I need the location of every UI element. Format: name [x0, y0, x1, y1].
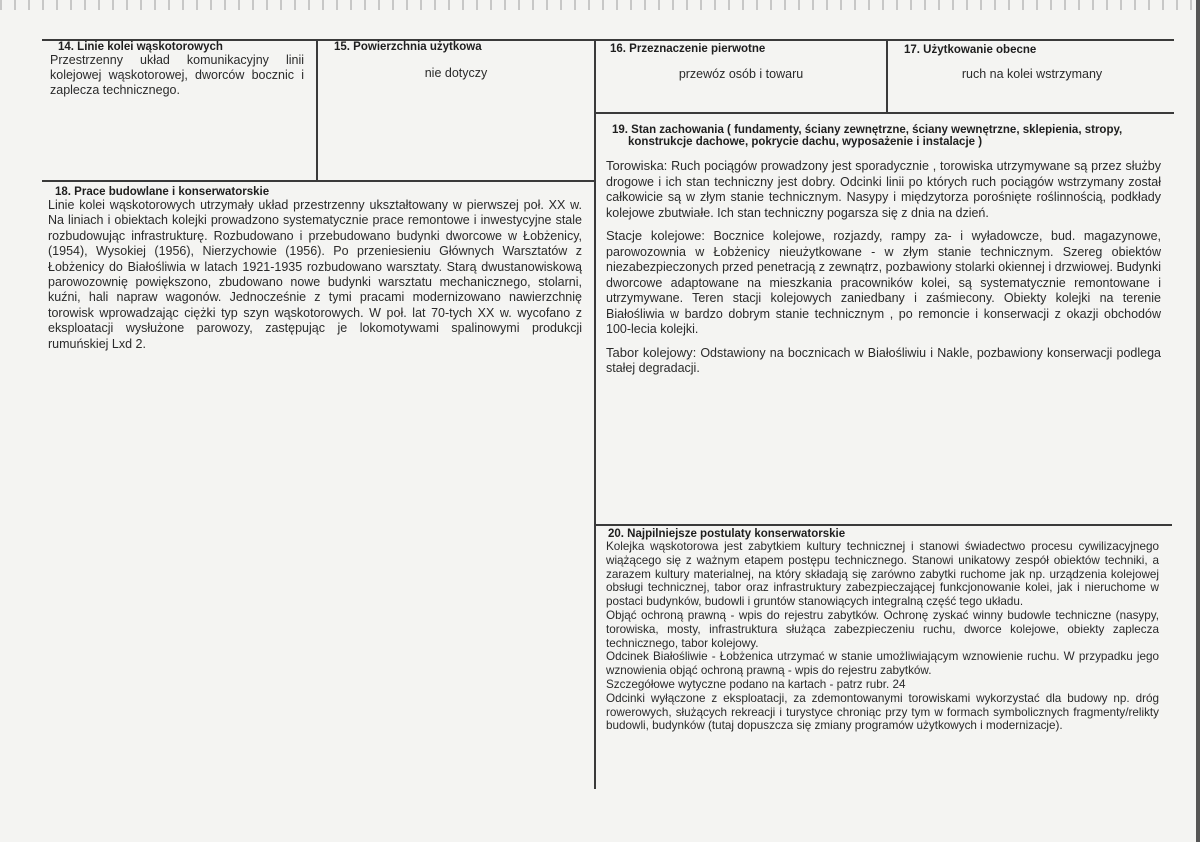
section-18 [48, 186, 582, 352]
section-16-value: przewóz osób i towaru [678, 67, 804, 81]
condition-stations [606, 228, 1161, 338]
divider-19-20 [596, 524, 1172, 526]
section-19-title: 19. Stan zachowania ( fundamenty, ściany zewnętrzne, ściany wewnętrzne, sklepienia, stropy, [612, 124, 1123, 136]
section-18-title: 18. Prace budowlane i konserwatorskie [55, 186, 270, 198]
section-19-title-cont: konstrukcje dachowe, pokrycie dachu, wyposażenie i instalacje ) [628, 136, 983, 148]
section-15-value: nie dotyczy [424, 66, 488, 80]
section-16-title: 16. Przeznaczenie pierwotne [610, 43, 766, 55]
section-16 [598, 43, 884, 81]
postulate-paragraph: Odcinki wyłączone z eksploatacji, za zdemontowanymi torowiskami wykorzystać dla budowy np. dróg rowerowych, służących rekreacji i turystyce chroniąc przy tym w formach symbolicznych fragmenty/relikty budowli, budynków (tutaj dopuszcza się zmiany programów użytkowych i modernizacje). [606, 691, 1159, 733]
postulate-paragraph: Kolejka wąskotorowa jest zabytkiem kultury technicznej i stanowi świadectwo procesu cywilizacyjnego wiążącego się z ważnym etapem postępu technicznego. Stanowi unikatowy zespół obiektów techniki, a zarazem kultury materialnej, na który składają się zarówno zabytki ruchome jak np. urządzenia kolejowej obsługi technicznej, tabor oraz infrastruktury zabezpieczającej funkcjonowanie kolei, jak i nieruchome w postaci budynków, budowli i gruntów stanowiących integralną część tego układu. [606, 540, 1159, 609]
section-14-text: Przestrzenny układ komunikacyjny linii kolejowej wąskotorowej, dworców bocznic i zaplecza technicznego. [50, 53, 304, 97]
postulate-paragraph: Odcinek Białośliwie - Łobżenica utrzymać w stanie umożliwiającym wznowienie ruchu. W przypadku jego wznowienia objąć ochroną prawną - wpis do rejestru zabytków. [606, 650, 1159, 678]
section-15-title: 15. Powierzchnia użytkowa [334, 41, 482, 53]
section-17-value: ruch na kolei wstrzymany [961, 67, 1103, 81]
condition-stations-text: : Bocznice kolejowe, rozjazdy, rampy za- i wyładowcze, bud. magazynowe, parowozownia w Łobżenicy nieużytkowane - w złym stanie technicznym. Szereg obiektów niezabezpieczonych przed penetracją z zewnątrz, pozbawiony stolarki okiennej i drzwiowej. Budynki dworcowe adaptowane na mieszkania pracowników kolei, są systematycznie remontowane i utrzymywane. Teren stacji kolejowych zaniedbany i zaśmiecony. Obiekty kolejki na terenie Białośliwia w bardzo dobrym stanie technicznym , po remoncie i konserwacji z okazji obchodów 100-lecia kolejki. [606, 229, 1162, 336]
section-17-title: 17. Użytkowanie obecne [904, 44, 1037, 56]
section-14-title: 14. Linie kolei wąskotorowych [58, 41, 223, 53]
condition-rolling-stock [606, 345, 1161, 377]
condition-rolling-stock-label: Tabor kolejowy [606, 344, 693, 360]
page-edge [1196, 0, 1200, 842]
section-20-title: 20. Najpilniejsze postulaty konserwatorskie [608, 528, 846, 540]
section-19 [606, 124, 1161, 377]
section-14 [50, 41, 304, 98]
divider-16-17 [886, 39, 888, 113]
condition-tracks-label: Torowiska [606, 158, 664, 173]
condition-tracks-text: : Ruch pociągów prowadzony jest sporadycznie , torowiska utrzymywane są przez służby drogowe i ich stan techniczny jest dobry. Odcinki linii po których ruch pociągów wstrzymany został całkowicie są w złym stanie technicznym. Nasypy i międzytorza porośnięte roślinnością, podkłady kolejowe zbutwiałe. Ich stan techniczny pogarsza się z dnia na dzień. [606, 159, 1161, 220]
section-20 [606, 528, 1159, 733]
divider-top-left [42, 180, 596, 182]
condition-rolling-stock-text: : Odstawiony na bocznicach w Białośliwiu i Nakle, pozbawiony konserwacji podlega stałej degradacji. [606, 345, 1161, 375]
condition-stations-label: Stacje kolejowe [606, 228, 702, 243]
section-17 [890, 44, 1174, 81]
punch-hole-edge [0, 0, 1200, 10]
postulate-paragraph: Szczegółowe wytyczne podano na kartach - patrz rubr. 24 [606, 677, 906, 691]
section-18-text: Linie kolei wąskotorowych utrzymały układ przestrzenny ukształtowany w pierwszej poł. XX w. Na liniach i obiektach kolejki prowadzono systematycznie prace remontowe i inwestycyjne stale rozbudowując infrastrukturę. Rozbudowano i przebudowano budynki dworcowe w Łobżenicy, (1954), Wysokiej (1956), Nierzychowie (1956). Po przeniesieniu Głównych Warsztatów z Łobżenicy do Białośliwia w latach 1921-1935 rozbudowano warsztaty. Starą dwustanowiskową parowozownię powiększono, zbudowano nowe budynki warsztatu mechanicznego, stolarni, kuźni, hali napraw wagonów. Jednocześnie z tymi pracami modernizowano nawierzchnię torowisk wprowadzając ciężki typ szyn wąskotorowych. W poł. lat 70-tych XX w. wycofano z eksploatacji wysłużone parowozy, zastępując je lokomotywami spalinowymi produkcji rumuńskiej Lxd 2. [48, 198, 582, 351]
condition-tracks [606, 158, 1161, 221]
center-divider [594, 39, 596, 789]
section-15 [320, 41, 592, 80]
postulate-paragraph: Objąć ochroną prawną - wpis do rejestru zabytków. Ochronę zyskać winny budowle techniczne (nasypy, torowiska, mosty, infrastruktura służąca zabezpieczeniu ruchu, dworce kolejowe, obiekty zaplecza technicznego, tabor kolejowy. [606, 608, 1159, 650]
divider-14-15 [316, 39, 318, 181]
divider-top-right [596, 112, 1174, 114]
